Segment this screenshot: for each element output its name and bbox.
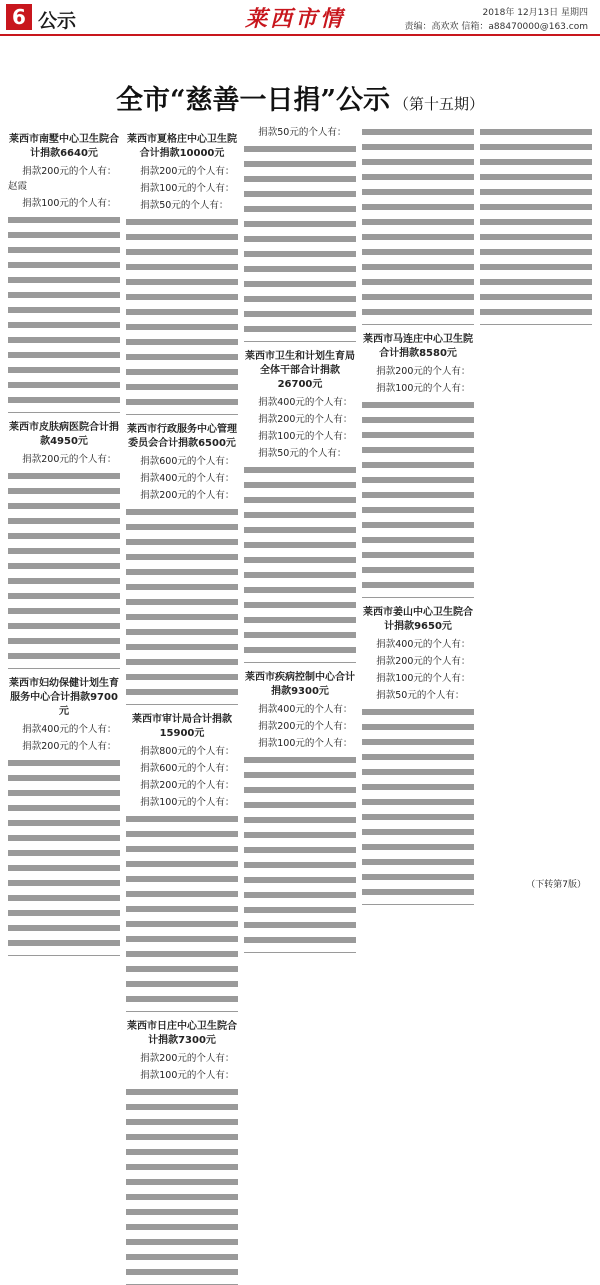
- donation-entry: 捐款100元的个人有：: [376, 383, 471, 394]
- name-list-text: [8, 469, 120, 669]
- editor-info: 责编：高欢欢 信箱：a88470000@163.com: [404, 22, 588, 32]
- page-headline: 全市“慈善一日捐”公示: [115, 85, 391, 116]
- name-list-text: [244, 463, 356, 663]
- donation-unit-heading: 莱西市皮肤病医院合计捐款4950元: [9, 422, 119, 447]
- donation-entry: 捐款200元的个人有：: [376, 366, 471, 377]
- donation-entry: 捐款400元的个人有：: [376, 639, 471, 650]
- donation-entry: 捐款200元的个人有：: [22, 741, 117, 752]
- donation-entry: 捐款200元的个人有：: [258, 414, 353, 425]
- donation-entry: 捐款50元的个人有：: [376, 690, 465, 701]
- donation-entry: 捐款400元的个人有：: [258, 397, 353, 408]
- donation-entry: 捐款200元的个人有：: [140, 1053, 235, 1064]
- donation-entry: 捐款100元的个人有：: [140, 1070, 235, 1081]
- donation-entry: 捐款100元的个人有：: [140, 183, 235, 194]
- text-column-4: [362, 125, 474, 875]
- donation-entry: 捐款100元的个人有：: [258, 431, 353, 442]
- name-list-text: [480, 125, 592, 325]
- name-list-text: [244, 142, 356, 342]
- donation-entry: 捐款200元的个人有：: [140, 166, 235, 177]
- donation-entry: 捐款50元的个人有：: [140, 200, 229, 211]
- donation-unit-heading: 莱西市行政服务中心管理委员会合计捐款6500元: [127, 424, 237, 449]
- donation-entry: 捐款50元的个人有：: [258, 127, 347, 138]
- donation-unit-heading: 莱西市审计局合计捐款15900元: [132, 714, 232, 739]
- header-divider: [0, 34, 600, 36]
- donation-unit-heading: 莱西市妇幼保健计划生育服务中心合计捐款9700元: [9, 678, 119, 717]
- text-column-3: [244, 125, 356, 875]
- donation-entry: 捐款100元的个人有：: [22, 198, 117, 209]
- continued-note: （下转第7版）: [526, 880, 586, 890]
- donation-entry: 捐款400元的个人有：: [140, 473, 235, 484]
- donation-entry: 捐款800元的个人有：: [140, 746, 235, 757]
- name-list-text: [8, 213, 120, 413]
- donation-unit-heading: 莱西市日庄中心卫生院合计捐款7300元: [127, 1021, 237, 1046]
- donation-entry: 捐款100元的个人有：: [376, 673, 471, 684]
- donation-unit-heading: 莱西市南墅中心卫生院合计捐款6640元: [9, 134, 119, 159]
- name-list-text: [126, 1085, 238, 1285]
- donation-entry: 捐款50元的个人有：: [258, 448, 347, 459]
- name-list-text: [362, 125, 474, 325]
- donation-unit-heading: 莱西市卫生和计划生育局全体干部合计捐款26700元: [245, 351, 355, 390]
- name-list-text: [8, 756, 120, 956]
- donation-entry: 捐款600元的个人有：: [140, 763, 235, 774]
- name-list-text: [126, 812, 238, 1012]
- donation-unit-heading: 莱西市姜山中心卫生院合计捐款9650元: [363, 607, 473, 632]
- donation-entry: 捐款200元的个人有：: [376, 656, 471, 667]
- name-list-text: [362, 398, 474, 598]
- masthead-logo: 莱西市情: [245, 6, 346, 32]
- donation-entry: 捐款100元的个人有：: [140, 797, 235, 808]
- donation-entry: 捐款600元的个人有：: [140, 456, 235, 467]
- page-header: [0, 0, 600, 34]
- page-number-badge: 6: [6, 4, 32, 30]
- text-column-2: [126, 125, 238, 1081]
- name-list-text: [244, 753, 356, 953]
- donation-entry: 捐款400元的个人有：: [258, 704, 353, 715]
- name-list-text: [126, 505, 238, 705]
- name-list-text: [362, 705, 474, 905]
- issue-number: （第十五期）: [394, 95, 485, 113]
- section-title: 公示: [38, 10, 77, 32]
- donation-entry: 捐款200元的个人有：: [140, 490, 235, 501]
- issue-date: 2018年 12月13日 星期四: [482, 8, 588, 18]
- donation-entry: 捐款200元的个人有：: [258, 721, 353, 732]
- donation-entry: 捐款200元的个人有：: [22, 454, 117, 465]
- donation-unit-heading: 莱西市夏格庄中心卫生院合计捐款10000元: [127, 134, 237, 159]
- headline-block: [0, 78, 600, 117]
- donation-entry: 捐款200元的个人有：赵霞: [8, 166, 117, 192]
- donation-entry: 捐款200元的个人有：: [140, 780, 235, 791]
- donation-unit-heading: 莱西市马连庄中心卫生院合计捐款8580元: [363, 334, 473, 359]
- donation-entry: 捐款400元的个人有：: [22, 724, 117, 735]
- donation-unit-heading: 莱西市疾病控制中心合计捐款9300元: [245, 672, 355, 697]
- text-column-1: [8, 125, 120, 875]
- donation-entry: 捐款100元的个人有：: [258, 738, 353, 749]
- name-list-text: [126, 215, 238, 415]
- text-column-5: [480, 125, 592, 875]
